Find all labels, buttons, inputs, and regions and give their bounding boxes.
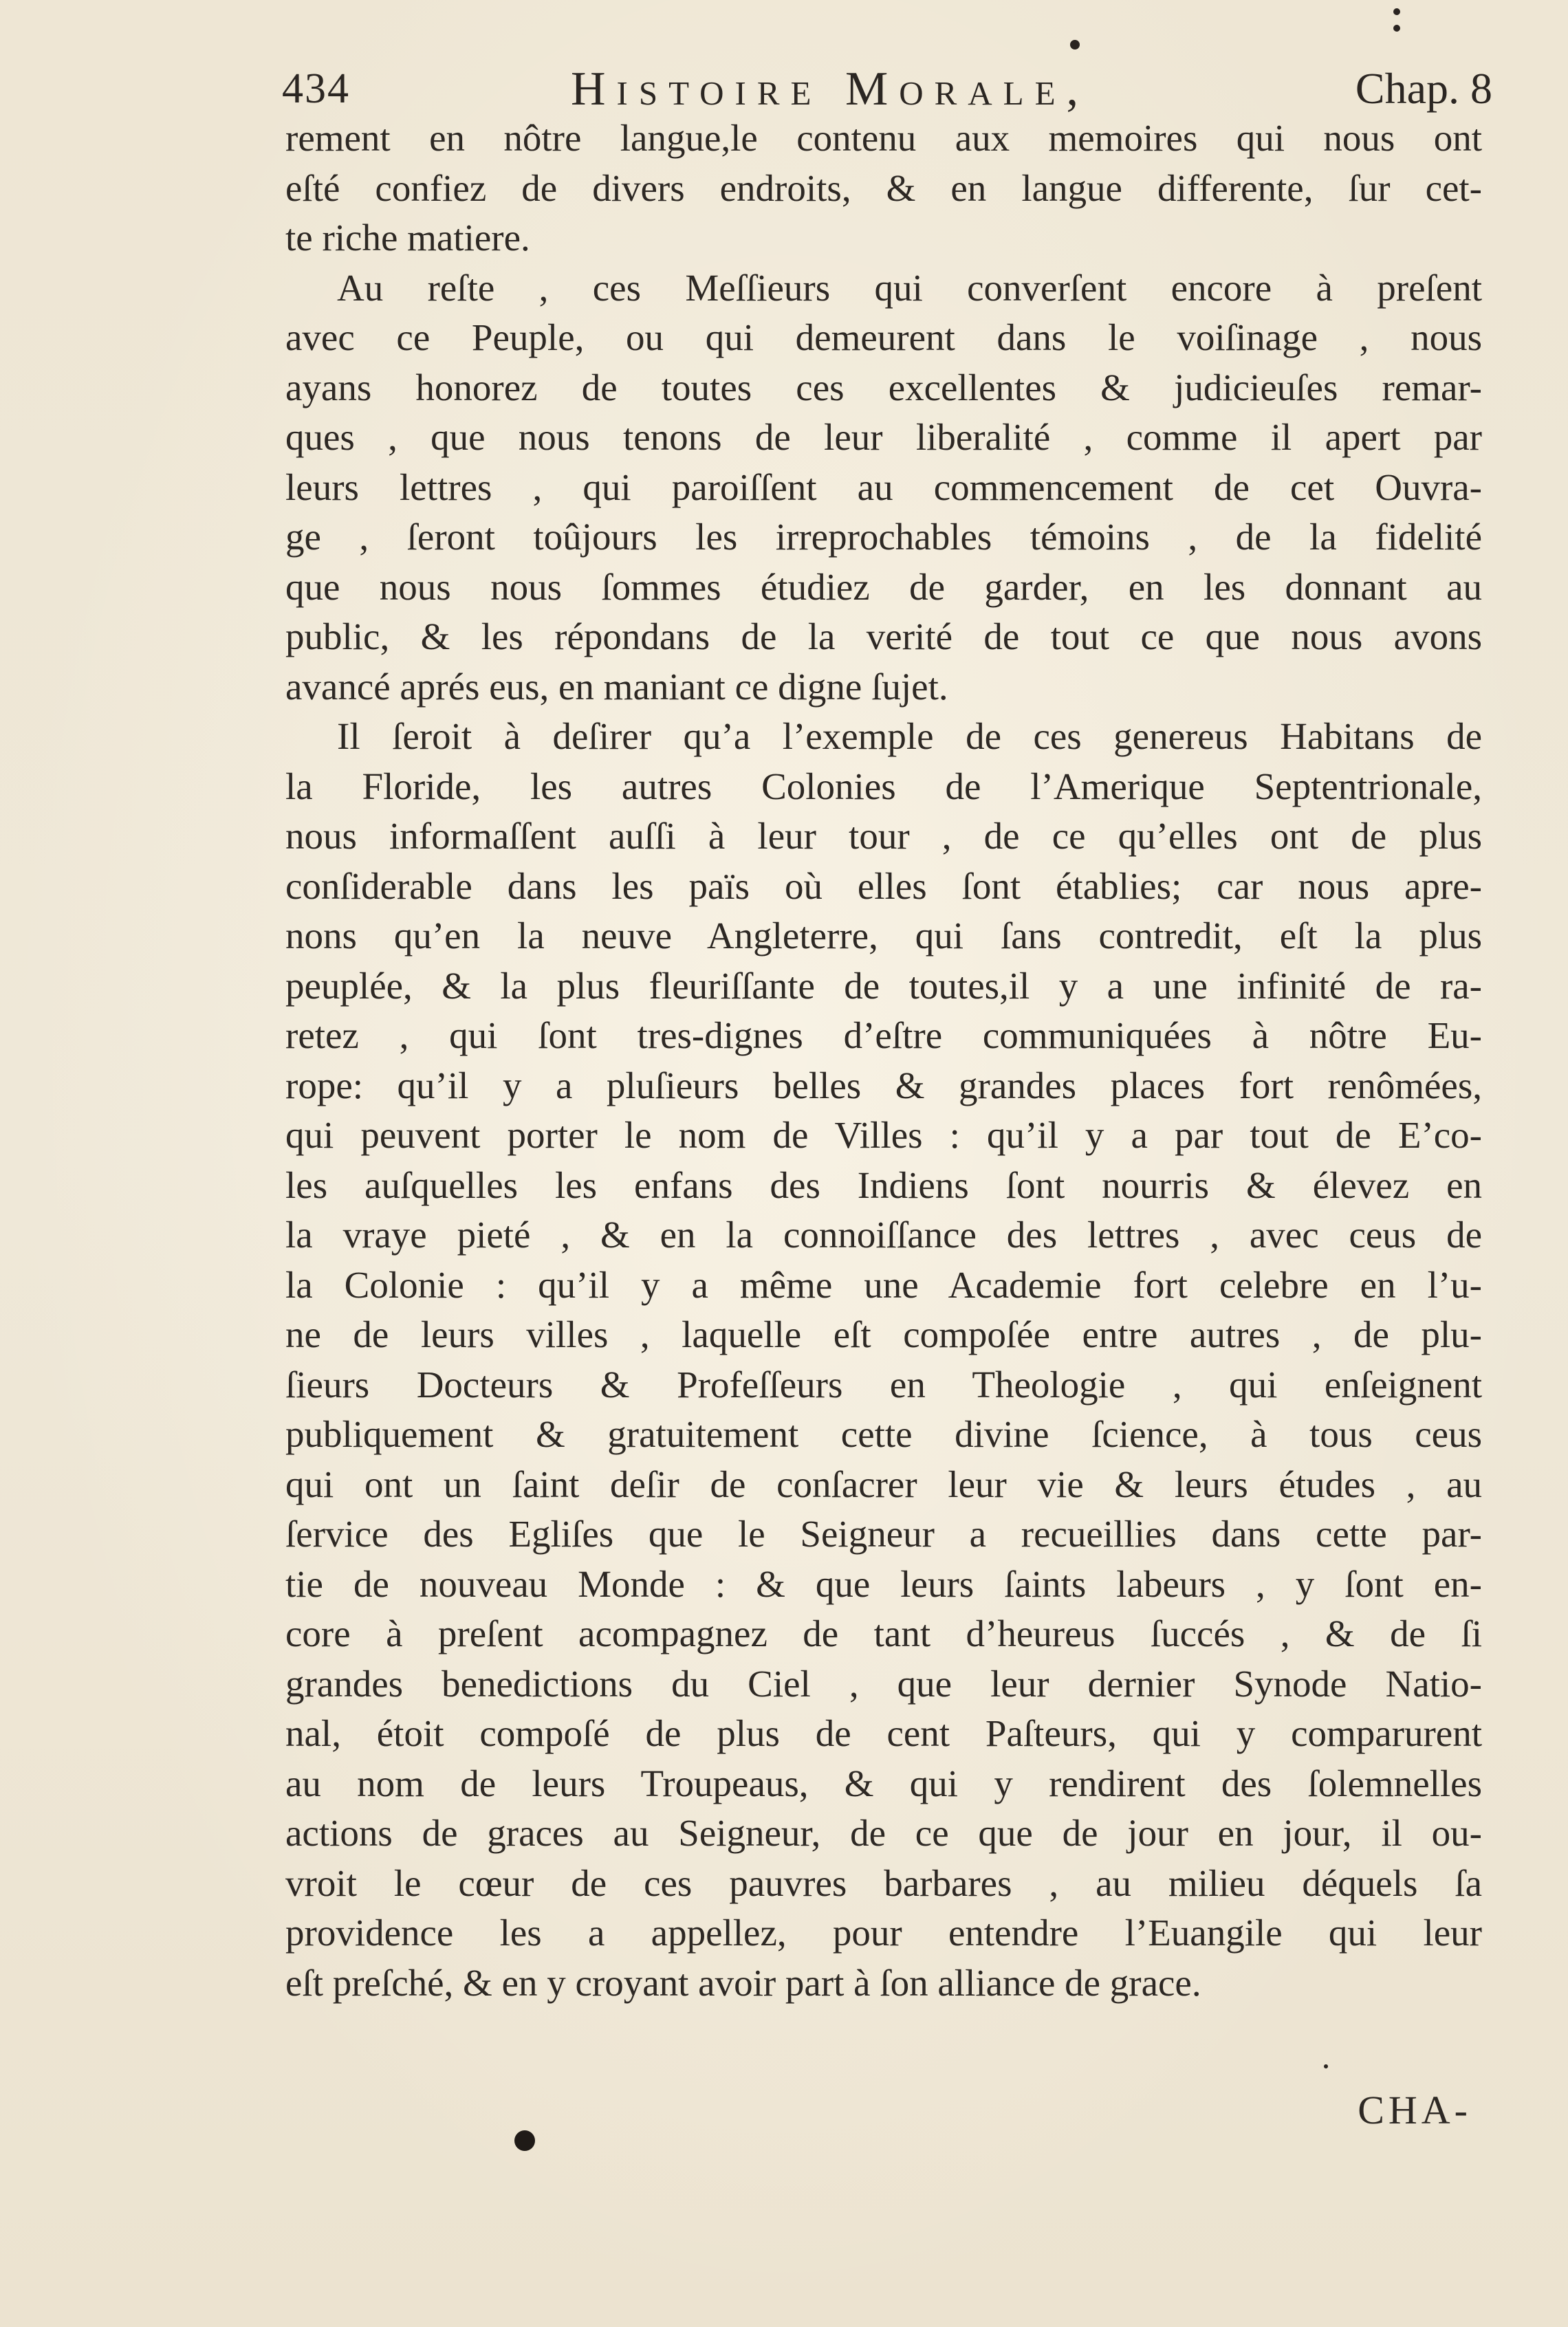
text-line: Il ſeroit à deſirer qu’a l’exemple de ces genereus Habitans de [337,715,1482,757]
text-line: qui peuvent porter le nom de Villes : qu’il y a par tout de E’co- [285,1114,1482,1156]
text-line: tie de nouveau Monde : & que leurs ſaints labeurs , y ſont en- [285,1562,1482,1605]
text-line: grandes benedictions du Ciel , que leur dernier Synode Natio- [285,1662,1482,1705]
text-line: actions de graces au Seigneur, de ce que de jour en jour, il ou- [285,1812,1482,1854]
page-number: 434 [282,65,350,112]
text-line: peuplée, & la plus fleuriſſante de toutes,il y a une infinité de ra- [285,964,1482,1007]
text-line: te riche matiere. [285,217,530,259]
text-line: ſervice des Egliſes que le Seigneur a recueillies dans cette par- [285,1513,1482,1555]
text-line: la Floride, les autres Colonies de l’Amerique Septentrionale, [285,765,1482,807]
text-line: public, & les répondans de la verité de tout ce que nous avons [285,615,1482,657]
text-line: rope: qu’il y a pluſieurs belles & grandes places fort renômées, [285,1064,1482,1106]
text-line: la vraye pieté , & en la connoiſſance des lettres , avec ceus de [285,1214,1482,1256]
catchword: CHA- [1358,2088,1472,2132]
text-line: nous informaſſent auſſi à leur tour , de ce qu’elles ont de plus [285,815,1482,857]
text-line: publiquement & gratuitement cette divine ſcience, à tous ceus [285,1413,1482,1455]
ink-spot [1324,2064,1328,2068]
text-line: ayans honorez de toutes ces excellentes & judicieuſes remar- [285,366,1482,408]
paragraph [285,263,1482,712]
ink-spot [1393,25,1400,32]
page-header [282,48,1492,124]
text-line: conſiderable dans les païs où elles ſont établies; car nous apre- [285,864,1482,907]
text-line: nal, étoit compoſé de plus de cent Paſteurs, qui y comparurent [285,1712,1482,1754]
text-line: la Colonie : qu’il y a même une Academie fort celebre en l’u- [285,1263,1482,1306]
text-line: vroit le cœur de ces pauvres barbares , au milieu déquels ſa [285,1861,1482,1904]
text-line: eſté confiez de divers endroits, & en langue differente, ſur cet- [285,166,1482,209]
text-line: ge , ſeront toûjours les irreprochables témoins , de la fidelité [285,516,1482,558]
running-title: Histoire Morale, [571,63,1090,116]
text-line: providence les a appellez, pour entendre l’Euangile qui leur [285,1912,1482,1954]
text-line: rement en nôtre langue,le contenu aux memoires qui nous ont [285,117,1482,159]
body-text [285,113,1482,2008]
text-line: ne de leurs villes , laquelle eſt compoſée entre autres , de plu- [285,1313,1482,1355]
paragraph [285,113,1482,263]
text-line: Au reſte , ces Meſſieurs qui converſent encore à preſent [337,266,1482,309]
chapter-label: Chap. 8 [1355,64,1492,113]
text-line: retez , qui ſont tres-dignes d’eſtre communiquées à nôtre Eu- [285,1014,1482,1056]
text-line: les auſquelles les enfans des Indiens ſont nourris & élevez en [285,1164,1482,1206]
text-line: leurs lettres , qui paroiſſent au commencement de cet Ouvra- [285,466,1482,508]
text-line: core à preſent acompagnez de tant d’heureus ſuccés , & de ſi [285,1613,1482,1654]
text-line: nons qu’en la neuve Angleterre, qui ſans contredit, eſt la plus [285,915,1482,957]
text-line: ſieurs Docteurs & Profeſſeurs en Theologie , qui enſeignent [285,1363,1482,1406]
ink-blot [514,2130,535,2151]
ink-spot [1393,8,1400,15]
text-line: au nom de leurs Troupeaus, & qui y rendirent des ſolemnelles [285,1762,1482,1804]
text-line: que nous nous ſommes étudiez de garder, en les donnant au [285,565,1482,608]
text-line: eſt preſché, & en y croyant avoir part à ſon alliance de grace. [285,1961,1201,2004]
text-line: avec ce Peuple, ou qui demeurent dans le voiſinage , nous [285,316,1482,358]
paragraph [285,712,1482,2008]
text-line: qui ont un ſaint deſir de conſacrer leur vie & leurs études , au [285,1463,1482,1505]
text-line: ques , que nous tenons de leur liberalité , comme il apert par [285,416,1482,458]
text-line: avancé aprés eus, en maniant ce digne ſujet. [285,665,948,708]
ink-spot [1070,40,1080,50]
